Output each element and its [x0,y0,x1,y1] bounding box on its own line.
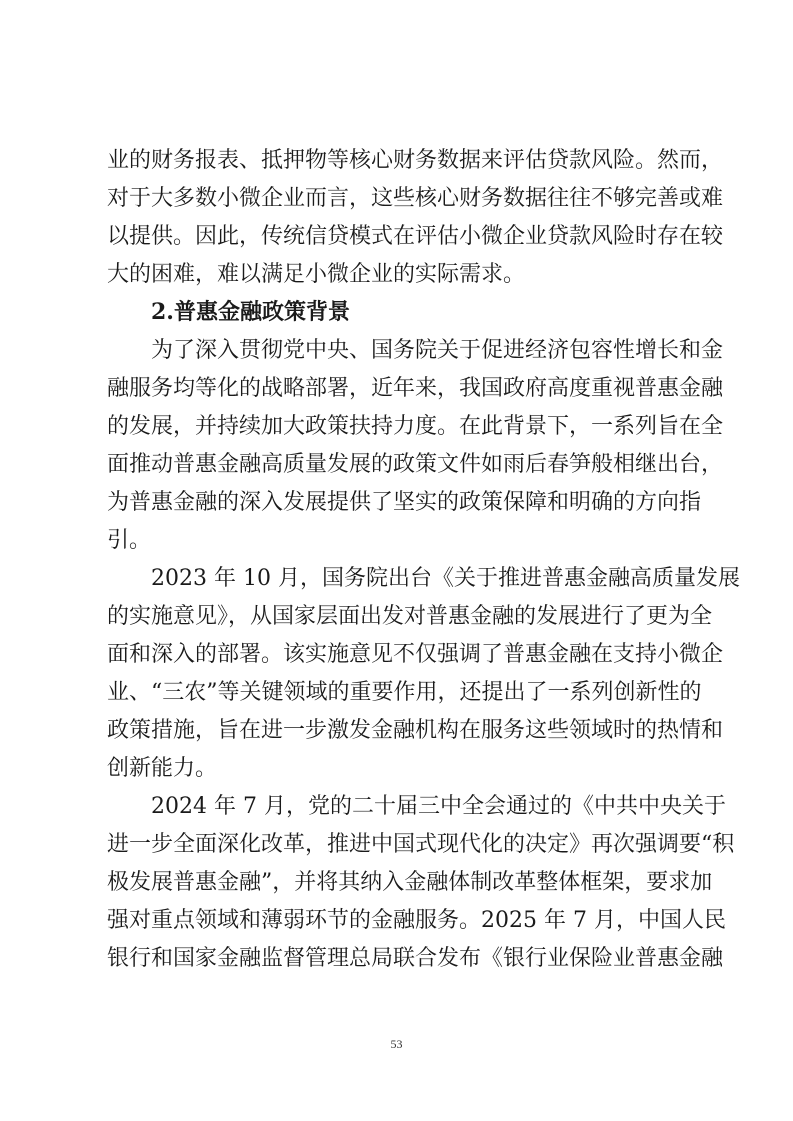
paragraph-4-line-2: 进一步全面深化改革，推进中国式现代化的决定》再次强调要“积 [107,832,735,857]
paragraph-3-line-1: 2023 年 10 月，国务院出台《关于推进普惠金融高质量发展 [151,566,740,591]
paragraph-1-line-2: 对于大多数小微企业而言，这些核心财务数据往往不够完善或难 [107,186,724,211]
paragraph-4-line-4: 强对重点领域和薄弱环节的金融服务。2025 年 7 月，中国人民 [107,908,726,933]
paragraph-1-line-1: 业的财务报表、抵押物等核心财务数据来评估贷款风险。然而， [107,148,724,173]
paragraph-3-line-6: 创新能力。 [107,756,218,781]
paragraph-4-line-3: 极发展普惠金融”，并将其纳入金融体制改革整体框架，要求加 [107,870,713,895]
paragraph-3-line-2: 的实施意见》，从国家层面出发对普惠金融的发展进行了更为全 [107,604,713,629]
paragraph-2-line-4: 面推动普惠金融高质量发展的政策文件如雨后春笋般相继出台， [107,452,724,477]
paragraph-1-line-3: 以提供。因此，传统信贷模式在评估小微企业贷款风险时存在较 [107,224,724,249]
paragraph-2-line-1: 为了深入贯彻党中央、国务院关于促进经济包容性增长和金 [151,338,724,363]
paragraph-4-line-1: 2024 年 7 月，党的二十届三中全会通过的《中共中央关于 [151,794,726,819]
paragraph-1-line-4: 大的困难，难以满足小微企业的实际需求。 [107,262,526,287]
paragraph-3-line-3: 面和深入的部署。该实施意见不仅强调了普惠金融在支持小微企 [107,642,724,667]
page-number: 53 [390,1037,403,1051]
section-heading: 2.普惠金融政策背景 [151,299,350,325]
paragraph-2-line-3: 的发展，并持续加大政策扶持力度。在此背景下，一系列旨在全 [107,414,724,439]
paragraph-4-line-5: 银行和国家金融监督管理总局联合发布《银行业保险业普惠金融 [107,946,724,971]
paragraph-2-line-2: 融服务均等化的战略部署，近年来，我国政府高度重视普惠金融 [107,376,724,401]
paragraph-2-line-5: 为普惠金融的深入发展提供了坚实的政策保障和明确的方向指 [107,490,702,515]
paragraph-3-line-4: 业、“三农”等关键领域的重要作用，还提出了一系列创新性的 [107,680,702,705]
paragraph-2-line-6: 引。 [107,528,152,553]
paragraph-3-line-5: 政策措施，旨在进一步激发金融机构在服务这些领域时的热情和 [107,718,724,743]
